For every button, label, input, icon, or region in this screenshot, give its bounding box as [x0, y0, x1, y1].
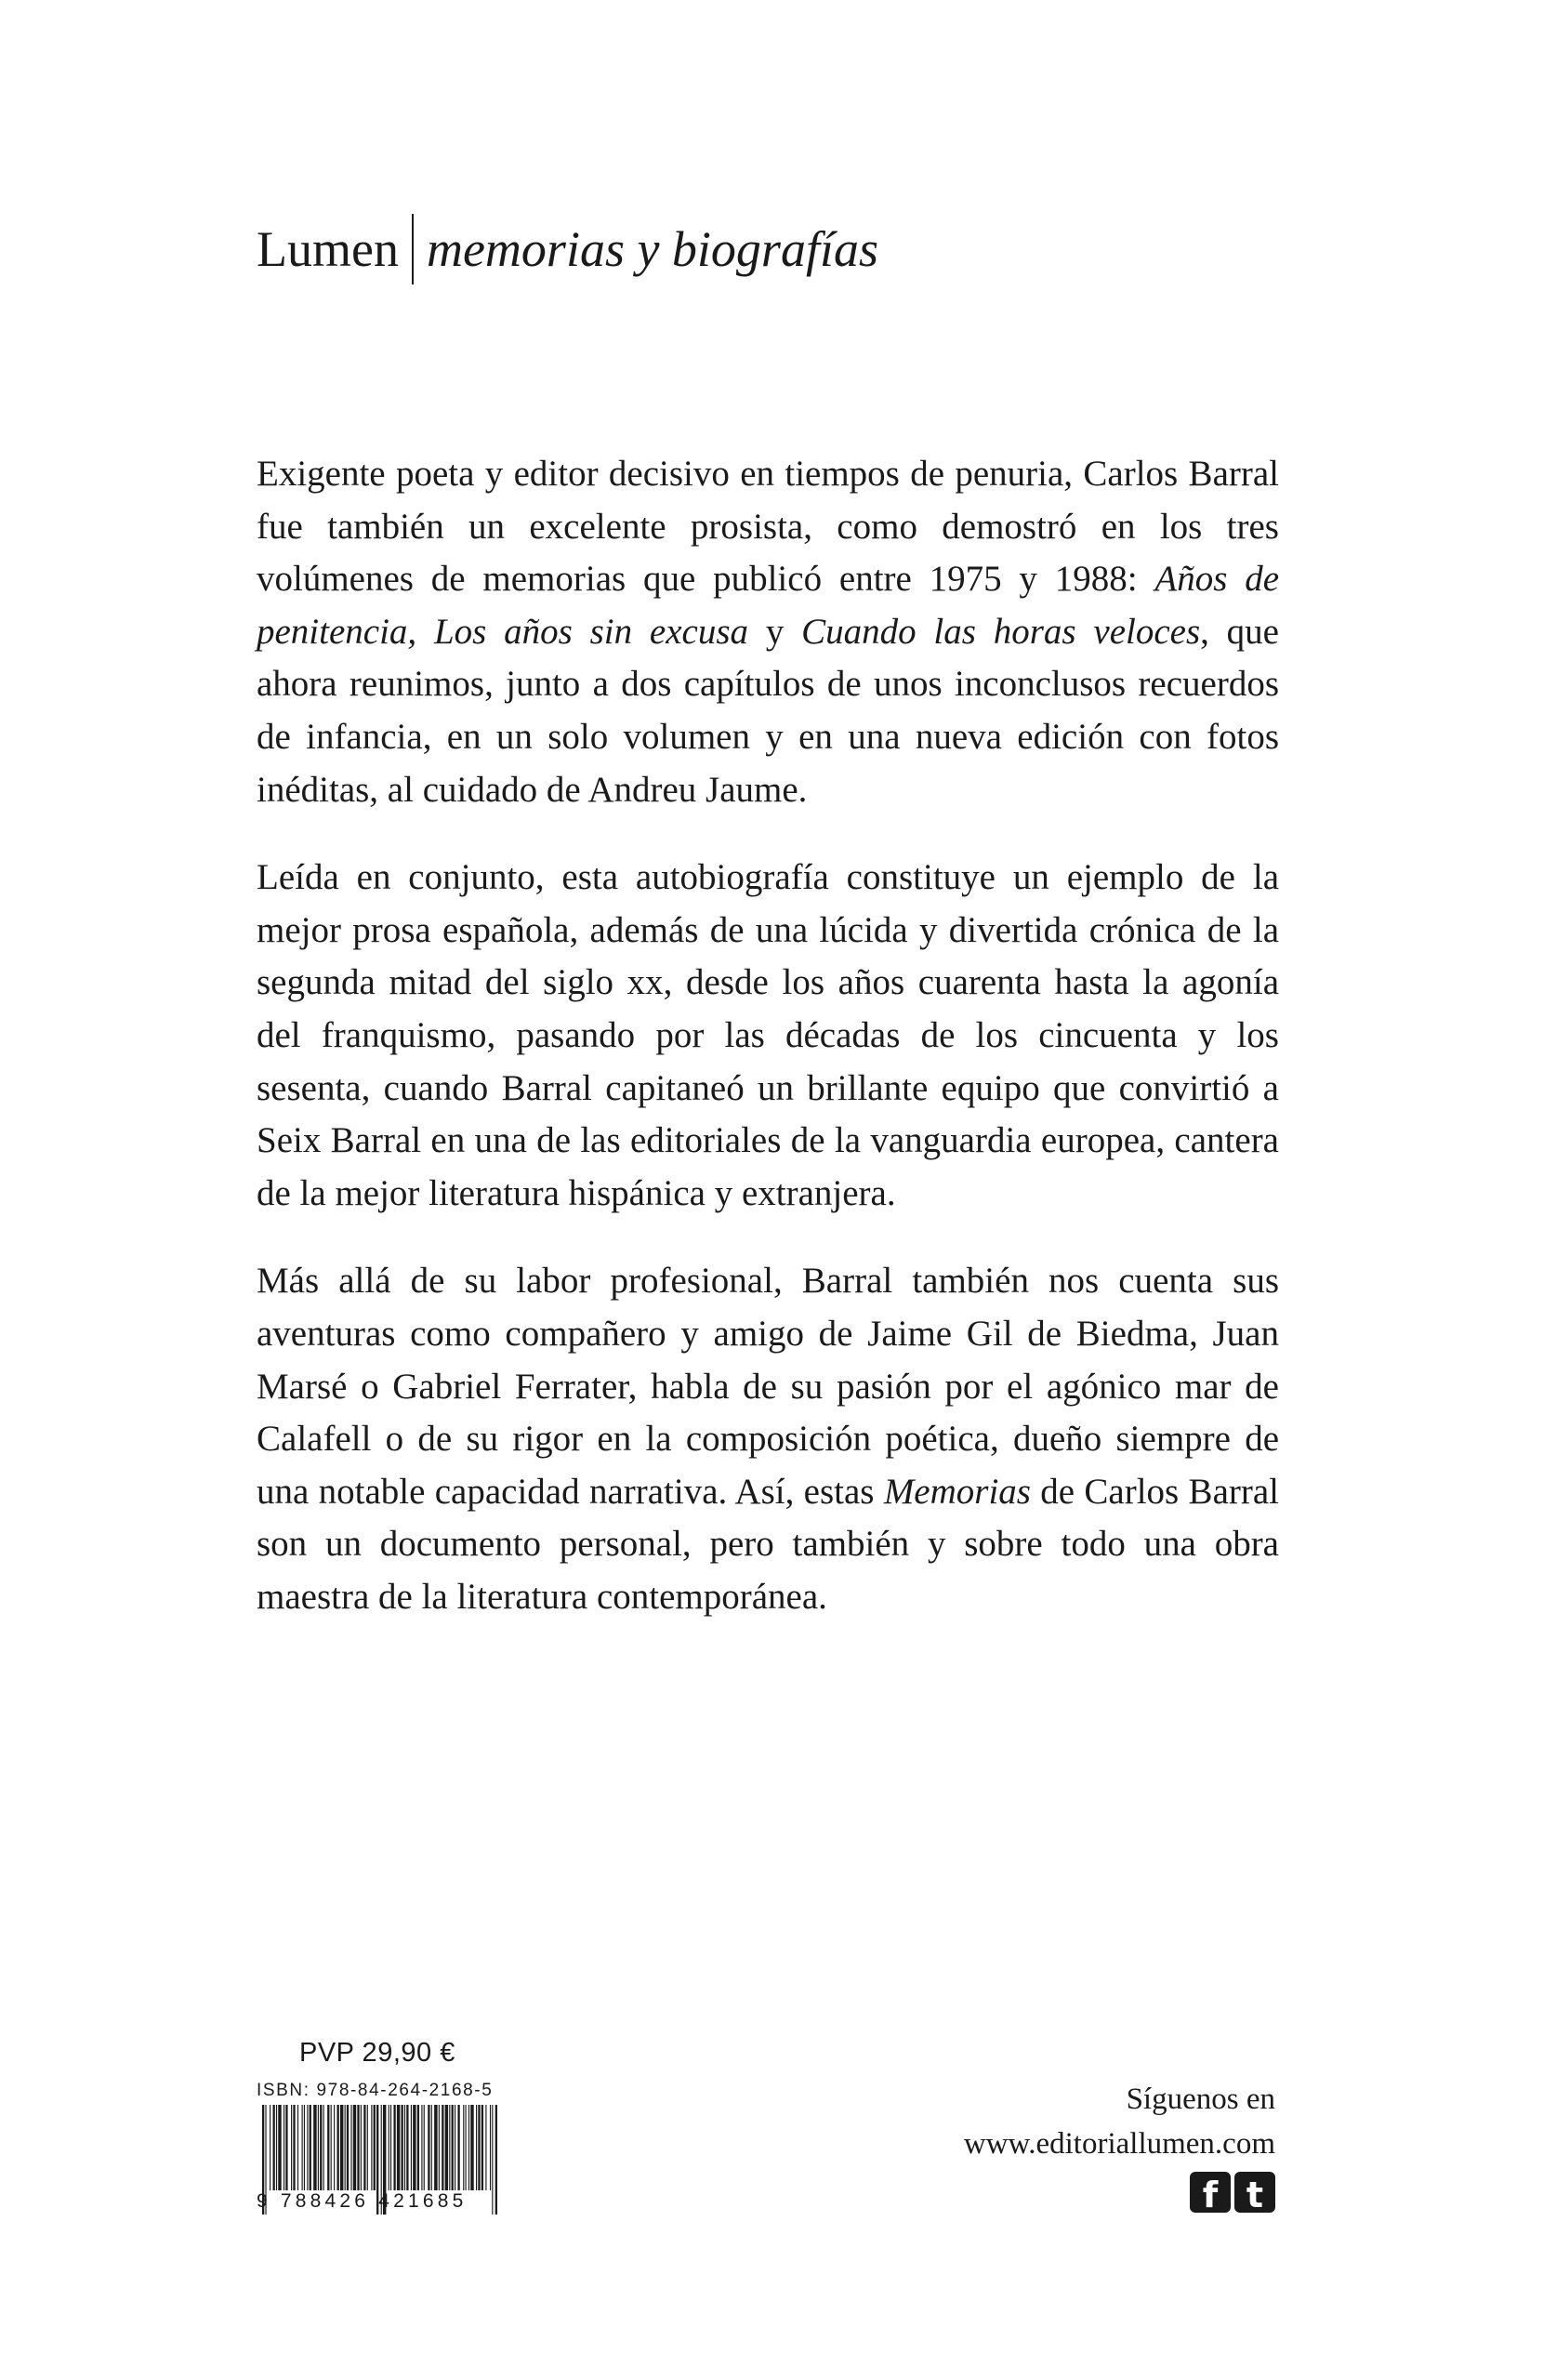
publisher-name: Lumen — [257, 221, 399, 277]
twitter-icon[interactable] — [1234, 2172, 1275, 2213]
p3-text-start: Más allá de su labor profesional, Barral también nos cuenta sus aventuras como compañero y amigo de Jaime Gil de Biedma, Juan Marsé o Gabriel Ferrater, habla de su pasión por el agónico mar de Calafell o de su rigor en la composición poética, dueño siempre de una notable capacidad narrativa. Así, estas — [257, 1261, 1279, 1512]
website-link[interactable]: www.editoriallumen.com — [963, 2127, 1275, 2161]
barcode-digits: 9 788426 421685 — [257, 2190, 468, 2212]
twitter-glyph: t — [1246, 2175, 1264, 2213]
book-title-3: Cuando las horas veloces — [801, 611, 1201, 652]
series-header — [257, 212, 878, 286]
blurb-text — [257, 448, 1279, 1659]
header-divider — [412, 214, 414, 284]
p1-separator-2: y — [748, 611, 802, 652]
social-icons — [1190, 2172, 1275, 2213]
facebook-glyph: f — [1202, 2175, 1219, 2213]
blurb-paragraph-2: Leída en conjunto, esta autobiografía constituye un ejemplo de la mejor prosa española, además de una lúcida y divertida crónica de la segunda mitad del siglo xx, desde los años cuarenta hasta la agonía del franquismo, pasando por las décadas de los cincuenta y los sesenta, cuando Barral capitaneó un brillante equipo que convirtió a Seix Barral en una de las editoriales de la vanguardia europea, cantera de la mejor literatura hispánica y extranjera. — [257, 857, 1279, 1213]
series-name: memorias y biografías — [426, 221, 878, 277]
p1-text-start: Exigente poeta y editor decisivo en tiempos de penuria, Carlos Barral fue también un excelente prosista, como demostró en los tres volúmenes de memorias que publicó entre 1975 y 1988: — [257, 454, 1279, 600]
facebook-icon[interactable] — [1190, 2172, 1231, 2213]
p3-text-end: de Carlos Barral son un documento personal, pero también y sobre todo una obra maestra de la literatura contemporánea. — [257, 1471, 1279, 1617]
p1-separator-1 — [416, 612, 434, 652]
book-title-memorias: Memorias — [883, 1471, 1031, 1512]
follow-us — [964, 2077, 1275, 2166]
price-label: PVP 29,90 € — [299, 2038, 455, 2068]
blurb-paragraph-1 — [257, 448, 1279, 816]
book-title-2: Los años sin excusa — [433, 611, 749, 652]
blurb-paragraph-3 — [257, 1255, 1279, 1623]
isbn-label: ISBN: 978-84-264-2168-5 — [257, 2081, 494, 2100]
follow-label: Síguenos en — [1126, 2082, 1275, 2116]
p1-text-end: , que ahora reunimos, junto a dos capítulos de unos inconclusos recuerdos de infancia, en un solo volumen y en una nueva edición con fotos inéditas, al cuidado de Andreu Jaume. — [257, 611, 1279, 810]
book-title-1: Años de penitencia, — [257, 559, 1280, 652]
